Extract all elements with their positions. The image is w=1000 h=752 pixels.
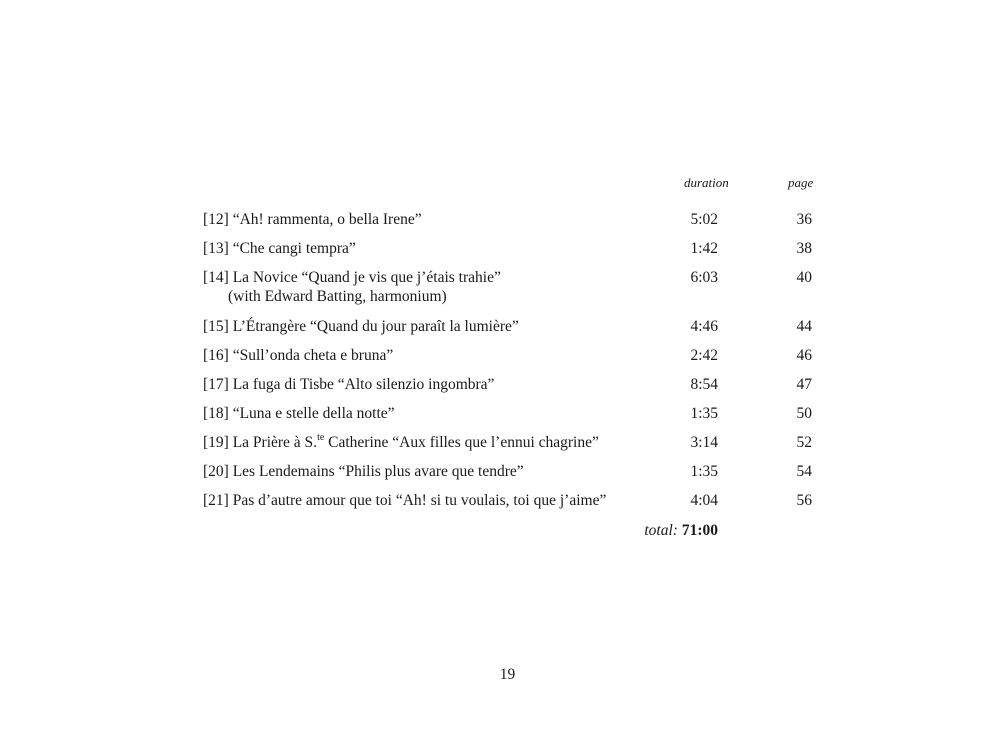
track-row [203,376,812,396]
track-title: [17] La fuga di Tisbe “Alto silenzio ingombra” [203,376,495,393]
track-title: [12] “Ah! rammenta, o bella Irene” [203,211,422,228]
track-duration: 5:02 [690,211,718,228]
track-row [203,434,812,454]
total-value: 71:00 [681,522,718,539]
track-title: [21] Pas d’autre amour que toi “Ah! si tu voulais, toi que j’aime” [203,492,607,509]
track-page: 46 [796,347,812,364]
track-title: [18] “Luna e stelle della notte” [203,405,395,422]
track-row [203,240,812,260]
track-row [203,463,812,483]
track-duration: 4:46 [690,318,718,335]
track-title: [15] L’Étrangère “Quand du jour paraît la lumière” [203,318,519,335]
track-page: 44 [796,318,812,335]
track-title [203,434,599,452]
track-page: 52 [796,434,812,451]
track-duration: 1:35 [690,405,718,422]
track-duration: 6:03 [690,269,718,286]
track-duration: 1:42 [690,240,718,257]
track-row [203,405,812,425]
track-title: [13] “Che cangi tempra” [203,240,356,257]
track-page: 36 [796,211,812,228]
track-page: 47 [796,376,812,393]
track-page: 56 [796,492,812,509]
title-part: Catherine “Aux filles que l’ennui chagrine” [324,434,599,451]
track-row [203,269,812,305]
track-page: 54 [796,463,812,480]
title-superscript: te [317,432,325,443]
title-part: [19] La Prière à S. [203,434,318,451]
track-title: [16] “Sull’onda cheta e bruna” [203,347,394,364]
track-row [203,492,812,512]
page-number: 19 [499,666,516,683]
track-page: 40 [796,269,812,286]
track-row [203,318,812,338]
total-label: total: [644,522,678,539]
track-title: [14] La Novice “Quand je vis que j’étais trahie” [203,269,501,286]
track-row [203,347,812,367]
track-page: 38 [796,240,812,257]
track-page: 50 [796,405,812,422]
track-subtitle: (with Edward Batting, harmonium) [228,288,447,305]
page-header: page [788,175,814,190]
track-duration: 4:04 [690,492,718,509]
total-duration [644,522,718,540]
track-duration: 1:35 [690,463,718,480]
track-row [203,211,812,231]
duration-header: duration [684,175,729,190]
track-duration: 3:14 [690,434,718,451]
track-duration: 8:54 [690,376,718,393]
track-duration: 2:42 [690,347,718,364]
track-title: [20] Les Lendemains “Philis plus avare que tendre” [203,463,524,480]
